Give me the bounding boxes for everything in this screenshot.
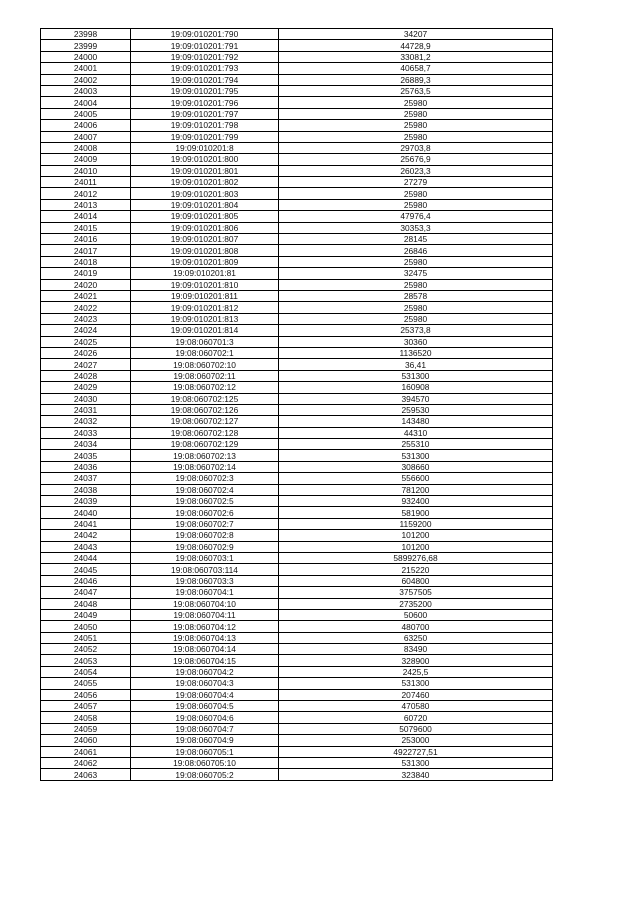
cadastral-number-cell: 19:08:060704:12 [131,621,279,632]
cadastral-number-cell: 19:08:060704:6 [131,712,279,723]
cadastral-number-cell: 19:08:060705:10 [131,758,279,769]
table-row [41,404,553,415]
value-cell: 207460 [279,689,553,700]
table-row [41,382,553,393]
cadastral-number-cell: 19:09:010201:791 [131,40,279,51]
value-cell: 25980 [279,302,553,313]
value-cell: 5899276,68 [279,552,553,563]
value-cell: 25373,8 [279,325,553,336]
cadastral-number-cell: 19:09:010201:798 [131,120,279,131]
row-number-cell: 24063 [41,769,131,780]
row-number-cell: 24047 [41,587,131,598]
row-number-cell: 24053 [41,655,131,666]
value-cell: 25980 [279,256,553,267]
row-number-cell: 24008 [41,142,131,153]
value-cell: 480700 [279,621,553,632]
value-cell: 83490 [279,644,553,655]
table-row [41,644,553,655]
row-number-cell: 24014 [41,211,131,222]
row-number-cell: 24061 [41,746,131,757]
cadastral-number-cell: 19:08:060704:15 [131,655,279,666]
cadastral-number-cell: 19:09:010201:792 [131,51,279,62]
table-row [41,313,553,324]
row-number-cell: 24026 [41,347,131,358]
cadastral-number-cell: 19:08:060702:5 [131,496,279,507]
cadastral-number-cell: 19:09:010201:796 [131,97,279,108]
cadastral-number-cell: 19:08:060702:11 [131,370,279,381]
row-number-cell: 24001 [41,63,131,74]
row-number-cell: 24046 [41,575,131,586]
row-number-cell: 23998 [41,29,131,40]
row-number-cell: 24023 [41,313,131,324]
value-cell: 308660 [279,461,553,472]
cadastral-number-cell: 19:08:060702:125 [131,393,279,404]
table-row [41,165,553,176]
cadastral-number-cell: 19:08:060702:12 [131,382,279,393]
cadastral-number-cell: 19:08:060704:7 [131,723,279,734]
cadastral-number-cell: 19:09:010201:805 [131,211,279,222]
cadastral-number-cell: 19:09:010201:813 [131,313,279,324]
cadastral-number-cell: 19:08:060702:127 [131,416,279,427]
value-cell: 25676,9 [279,154,553,165]
row-number-cell: 24034 [41,439,131,450]
table-row [41,359,553,370]
cadastral-number-cell: 19:09:010201:803 [131,188,279,199]
table-row [41,177,553,188]
table-row [41,541,553,552]
value-cell: 531300 [279,678,553,689]
value-cell: 50600 [279,609,553,620]
row-number-cell: 24044 [41,552,131,563]
cadastral-number-cell: 19:09:010201:808 [131,245,279,256]
row-number-cell: 24013 [41,199,131,210]
cadastral-number-cell: 19:08:060702:6 [131,507,279,518]
table-row [41,199,553,210]
row-number-cell: 24021 [41,290,131,301]
cadastral-number-cell: 19:08:060702:128 [131,427,279,438]
row-number-cell: 23999 [41,40,131,51]
cadastral-number-cell: 19:08:060702:14 [131,461,279,472]
table-row [41,97,553,108]
value-cell: 25980 [279,199,553,210]
cadastral-number-cell: 19:08:060704:10 [131,598,279,609]
table-row [41,154,553,165]
value-cell: 215220 [279,564,553,575]
table-row [41,439,553,450]
value-cell: 253000 [279,735,553,746]
row-number-cell: 24004 [41,97,131,108]
table-row [41,63,553,74]
row-number-cell: 24011 [41,177,131,188]
value-cell: 29703,8 [279,142,553,153]
row-number-cell: 24040 [41,507,131,518]
value-cell: 604800 [279,575,553,586]
row-number-cell: 24041 [41,518,131,529]
cadastral-number-cell: 19:08:060705:1 [131,746,279,757]
value-cell: 40658,7 [279,63,553,74]
cadastral-number-cell: 19:09:010201:804 [131,199,279,210]
row-number-cell: 24056 [41,689,131,700]
table-row [41,530,553,541]
value-cell: 143480 [279,416,553,427]
row-number-cell: 24016 [41,234,131,245]
value-cell: 470580 [279,701,553,712]
row-number-cell: 24050 [41,621,131,632]
table-row [41,325,553,336]
value-cell: 30353,3 [279,222,553,233]
row-number-cell: 24035 [41,450,131,461]
table-row [41,496,553,507]
cadastral-number-cell: 19:08:060704:9 [131,735,279,746]
value-cell: 160908 [279,382,553,393]
row-number-cell: 24055 [41,678,131,689]
value-cell: 25980 [279,313,553,324]
value-cell: 1159200 [279,518,553,529]
value-cell: 25980 [279,279,553,290]
table-row [41,598,553,609]
cadastral-number-cell: 19:08:060702:9 [131,541,279,552]
table-row [41,256,553,267]
row-number-cell: 24027 [41,359,131,370]
cadastral-value-table [40,28,553,781]
cadastral-number-cell: 19:08:060702:10 [131,359,279,370]
row-number-cell: 24043 [41,541,131,552]
cadastral-number-cell: 19:08:060704:1 [131,587,279,598]
table-row [41,85,553,96]
row-number-cell: 24060 [41,735,131,746]
row-number-cell: 24019 [41,268,131,279]
row-number-cell: 24057 [41,701,131,712]
row-number-cell: 24054 [41,666,131,677]
table-row [41,416,553,427]
value-cell: 27279 [279,177,553,188]
cadastral-number-cell: 19:08:060703:114 [131,564,279,575]
table-row [41,108,553,119]
cadastral-number-cell: 19:09:010201:812 [131,302,279,313]
table-row [41,370,553,381]
cadastral-number-cell: 19:08:060702:8 [131,530,279,541]
table-row [41,552,553,563]
row-number-cell: 24015 [41,222,131,233]
cadastral-number-cell: 19:08:060702:1 [131,347,279,358]
table-row [41,484,553,495]
table-row [41,393,553,404]
table-row [41,302,553,313]
value-cell: 63250 [279,632,553,643]
cadastral-number-cell: 19:08:060704:14 [131,644,279,655]
table-row [41,268,553,279]
table-row [41,188,553,199]
row-number-cell: 24006 [41,120,131,131]
value-cell: 25980 [279,120,553,131]
table-row [41,245,553,256]
value-cell: 34207 [279,29,553,40]
table-row [41,142,553,153]
table-row [41,347,553,358]
cadastral-number-cell: 19:09:010201:809 [131,256,279,267]
value-cell: 25980 [279,188,553,199]
row-number-cell: 24025 [41,336,131,347]
cadastral-number-cell: 19:09:010201:795 [131,85,279,96]
row-number-cell: 24005 [41,108,131,119]
cadastral-number-cell: 19:09:010201:807 [131,234,279,245]
value-cell: 5079600 [279,723,553,734]
row-number-cell: 24024 [41,325,131,336]
row-number-cell: 24049 [41,609,131,620]
cadastral-number-cell: 19:09:010201:806 [131,222,279,233]
row-number-cell: 24029 [41,382,131,393]
table-row [41,621,553,632]
table-row [41,29,553,40]
cadastral-number-cell: 19:08:060703:1 [131,552,279,563]
cadastral-number-cell: 19:08:060702:129 [131,439,279,450]
table-row [41,689,553,700]
table-body [41,29,553,781]
table-row [41,678,553,689]
cadastral-number-cell: 19:08:060702:13 [131,450,279,461]
value-cell: 32475 [279,268,553,279]
cadastral-number-cell: 19:09:010201:790 [131,29,279,40]
row-number-cell: 24052 [41,644,131,655]
cadastral-number-cell: 19:08:060704:2 [131,666,279,677]
row-number-cell: 24042 [41,530,131,541]
cadastral-number-cell: 19:08:060704:4 [131,689,279,700]
table-row [41,211,553,222]
table-row [41,564,553,575]
value-cell: 556600 [279,473,553,484]
value-cell: 25980 [279,108,553,119]
table-row [41,279,553,290]
value-cell: 47976,4 [279,211,553,222]
value-cell: 30360 [279,336,553,347]
cadastral-number-cell: 19:08:060704:11 [131,609,279,620]
table-row [41,632,553,643]
value-cell: 36,41 [279,359,553,370]
row-number-cell: 24032 [41,416,131,427]
cadastral-number-cell: 19:09:010201:814 [131,325,279,336]
value-cell: 531300 [279,450,553,461]
value-cell: 581900 [279,507,553,518]
cadastral-number-cell: 19:09:010201:801 [131,165,279,176]
cadastral-number-cell: 19:09:010201:81 [131,268,279,279]
table-row [41,587,553,598]
value-cell: 25980 [279,97,553,108]
row-number-cell: 24038 [41,484,131,495]
table-row [41,131,553,142]
value-cell: 26846 [279,245,553,256]
value-cell: 28578 [279,290,553,301]
cadastral-number-cell: 19:08:060702:3 [131,473,279,484]
row-number-cell: 24017 [41,245,131,256]
cadastral-number-cell: 19:09:010201:797 [131,108,279,119]
cadastral-number-cell: 19:08:060704:3 [131,678,279,689]
row-number-cell: 24010 [41,165,131,176]
table-row [41,473,553,484]
cadastral-number-cell: 19:09:010201:799 [131,131,279,142]
table-row [41,723,553,734]
table-row [41,758,553,769]
row-number-cell: 24000 [41,51,131,62]
cadastral-number-cell: 19:09:010201:793 [131,63,279,74]
table-row [41,461,553,472]
table-row [41,666,553,677]
cadastral-number-cell: 19:08:060702:126 [131,404,279,415]
row-number-cell: 24022 [41,302,131,313]
value-cell: 26023,3 [279,165,553,176]
value-cell: 60720 [279,712,553,723]
cadastral-number-cell: 19:08:060701:3 [131,336,279,347]
row-number-cell: 24037 [41,473,131,484]
row-number-cell: 24048 [41,598,131,609]
row-number-cell: 24003 [41,85,131,96]
table-row [41,450,553,461]
table-row [41,769,553,780]
table-row [41,712,553,723]
value-cell: 3757505 [279,587,553,598]
value-cell: 25980 [279,131,553,142]
row-number-cell: 24009 [41,154,131,165]
value-cell: 26889,3 [279,74,553,85]
row-number-cell: 24020 [41,279,131,290]
table-row [41,40,553,51]
value-cell: 932400 [279,496,553,507]
row-number-cell: 24007 [41,131,131,142]
value-cell: 328900 [279,655,553,666]
value-cell: 323840 [279,769,553,780]
table-row [41,609,553,620]
row-number-cell: 24036 [41,461,131,472]
value-cell: 255310 [279,439,553,450]
cadastral-number-cell: 19:09:010201:8 [131,142,279,153]
table-row [41,74,553,85]
value-cell: 101200 [279,541,553,552]
row-number-cell: 24028 [41,370,131,381]
table-row [41,427,553,438]
value-cell: 394570 [279,393,553,404]
value-cell: 1136520 [279,347,553,358]
table-row [41,655,553,666]
row-number-cell: 24031 [41,404,131,415]
row-number-cell: 24030 [41,393,131,404]
cadastral-number-cell: 19:09:010201:802 [131,177,279,188]
row-number-cell: 24051 [41,632,131,643]
row-number-cell: 24059 [41,723,131,734]
value-cell: 2735200 [279,598,553,609]
value-cell: 4922727,51 [279,746,553,757]
cadastral-number-cell: 19:09:010201:811 [131,290,279,301]
cadastral-number-cell: 19:09:010201:800 [131,154,279,165]
table-row [41,120,553,131]
cadastral-number-cell: 19:08:060703:3 [131,575,279,586]
row-number-cell: 24045 [41,564,131,575]
value-cell: 25763,5 [279,85,553,96]
value-cell: 44310 [279,427,553,438]
value-cell: 33081,2 [279,51,553,62]
table-row [41,234,553,245]
cadastral-number-cell: 19:08:060705:2 [131,769,279,780]
value-cell: 28145 [279,234,553,245]
value-cell: 2425,5 [279,666,553,677]
cadastral-number-cell: 19:08:060702:4 [131,484,279,495]
table-row [41,507,553,518]
row-number-cell: 24002 [41,74,131,85]
table-row [41,336,553,347]
table-row [41,222,553,233]
row-number-cell: 24039 [41,496,131,507]
row-number-cell: 24018 [41,256,131,267]
row-number-cell: 24062 [41,758,131,769]
cadastral-number-cell: 19:08:060702:7 [131,518,279,529]
cadastral-number-cell: 19:08:060704:5 [131,701,279,712]
value-cell: 531300 [279,370,553,381]
row-number-cell: 24012 [41,188,131,199]
row-number-cell: 24033 [41,427,131,438]
cadastral-number-cell: 19:09:010201:810 [131,279,279,290]
value-cell: 259530 [279,404,553,415]
cadastral-number-cell: 19:09:010201:794 [131,74,279,85]
table-row [41,518,553,529]
table-row [41,701,553,712]
table-row [41,51,553,62]
table-row [41,735,553,746]
table-row [41,575,553,586]
table-row [41,290,553,301]
cadastral-number-cell: 19:08:060704:13 [131,632,279,643]
value-cell: 531300 [279,758,553,769]
table-row [41,746,553,757]
value-cell: 781200 [279,484,553,495]
value-cell: 44728,9 [279,40,553,51]
value-cell: 101200 [279,530,553,541]
row-number-cell: 24058 [41,712,131,723]
